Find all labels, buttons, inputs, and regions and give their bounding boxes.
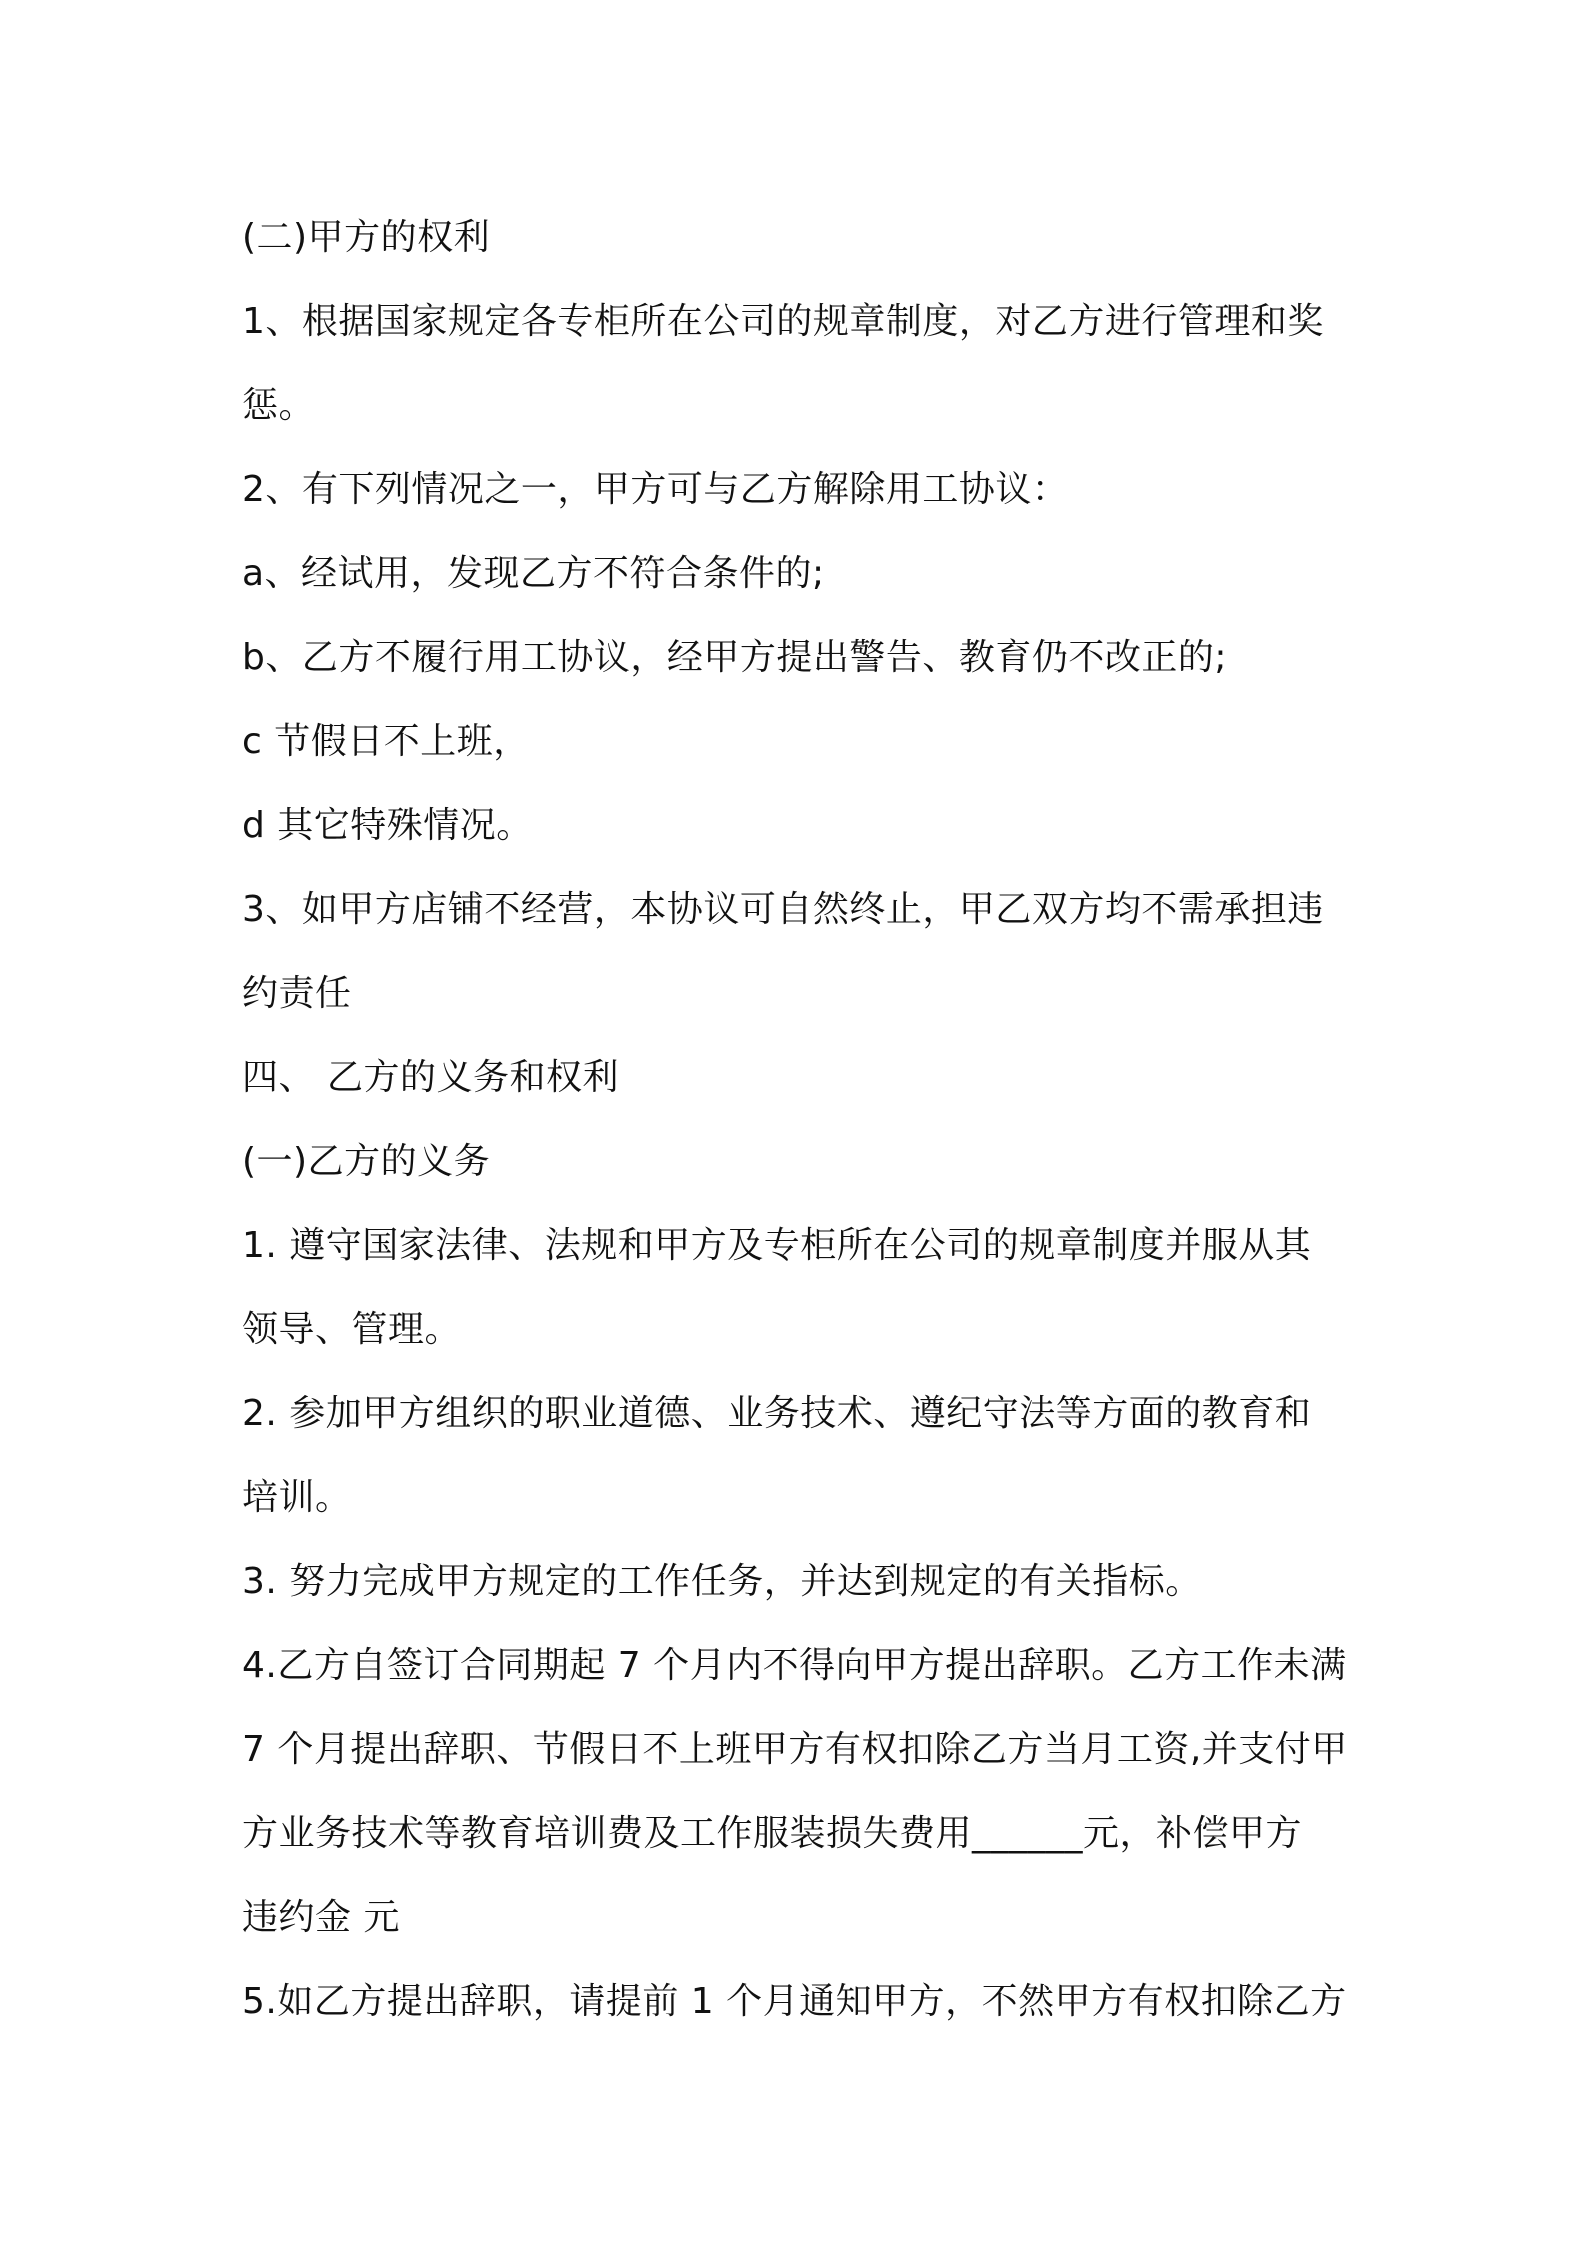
section-heading-party-a-rights: (二)甲方的权利 bbox=[242, 217, 491, 258]
document-page bbox=[242, 196, 1362, 2044]
text-line: 违约金 元 bbox=[242, 1897, 400, 1938]
text-line: 约责任 bbox=[242, 973, 352, 1014]
text-line: 惩。 bbox=[242, 385, 316, 426]
text-line: 领导、管理。 bbox=[242, 1309, 462, 1350]
subsection-heading-party-b-duties: (一)乙方的义务 bbox=[242, 1141, 491, 1182]
text-line: 方业务技术等教育培训费及工作服装损失费用______元，补偿甲方 bbox=[242, 1813, 1303, 1854]
text-line: 7 个月提出辞职、节假日不上班甲方有权扣除乙方当月工资,并支付甲 bbox=[242, 1729, 1348, 1770]
text-line: 3. 努力完成甲方规定的工作任务，并达到规定的有关指标。 bbox=[242, 1561, 1202, 1602]
text-line: 1、根据国家规定各专柜所在公司的规章制度，对乙方进行管理和奖 bbox=[242, 301, 1324, 342]
text-line: 4.乙方自签订合同期起 7 个月内不得向甲方提出辞职。乙方工作未满 bbox=[242, 1645, 1347, 1686]
text-line: 2、有下列情况之一，甲方可与乙方解除用工协议： bbox=[242, 469, 1069, 510]
text-line: 5.如乙方提出辞职，请提前 1 个月通知甲方，不然甲方有权扣除乙方 bbox=[242, 1981, 1347, 2022]
text-line: a、经试用，发现乙方不符合条件的; bbox=[242, 553, 825, 594]
text-line: 培训。 bbox=[242, 1477, 352, 1518]
text-line: d 其它特殊情况。 bbox=[242, 805, 533, 846]
text-line: 3、如甲方店铺不经营，本协议可自然终止，甲乙双方均不需承担违 bbox=[242, 889, 1324, 930]
section-heading-party-b-duties-rights: 四、 乙方的义务和权利 bbox=[242, 1057, 619, 1098]
text-line: 2. 参加甲方组织的职业道德、业务技术、遵纪守法等方面的教育和 bbox=[242, 1393, 1312, 1434]
text-line: 1. 遵守国家法律、法规和甲方及专柜所在公司的规章制度并服从其 bbox=[242, 1225, 1312, 1266]
text-line: c 节假日不上班， bbox=[242, 721, 530, 762]
text-line: b、乙方不履行用工协议，经甲方提出警告、教育仍不改正的; bbox=[242, 637, 1227, 678]
